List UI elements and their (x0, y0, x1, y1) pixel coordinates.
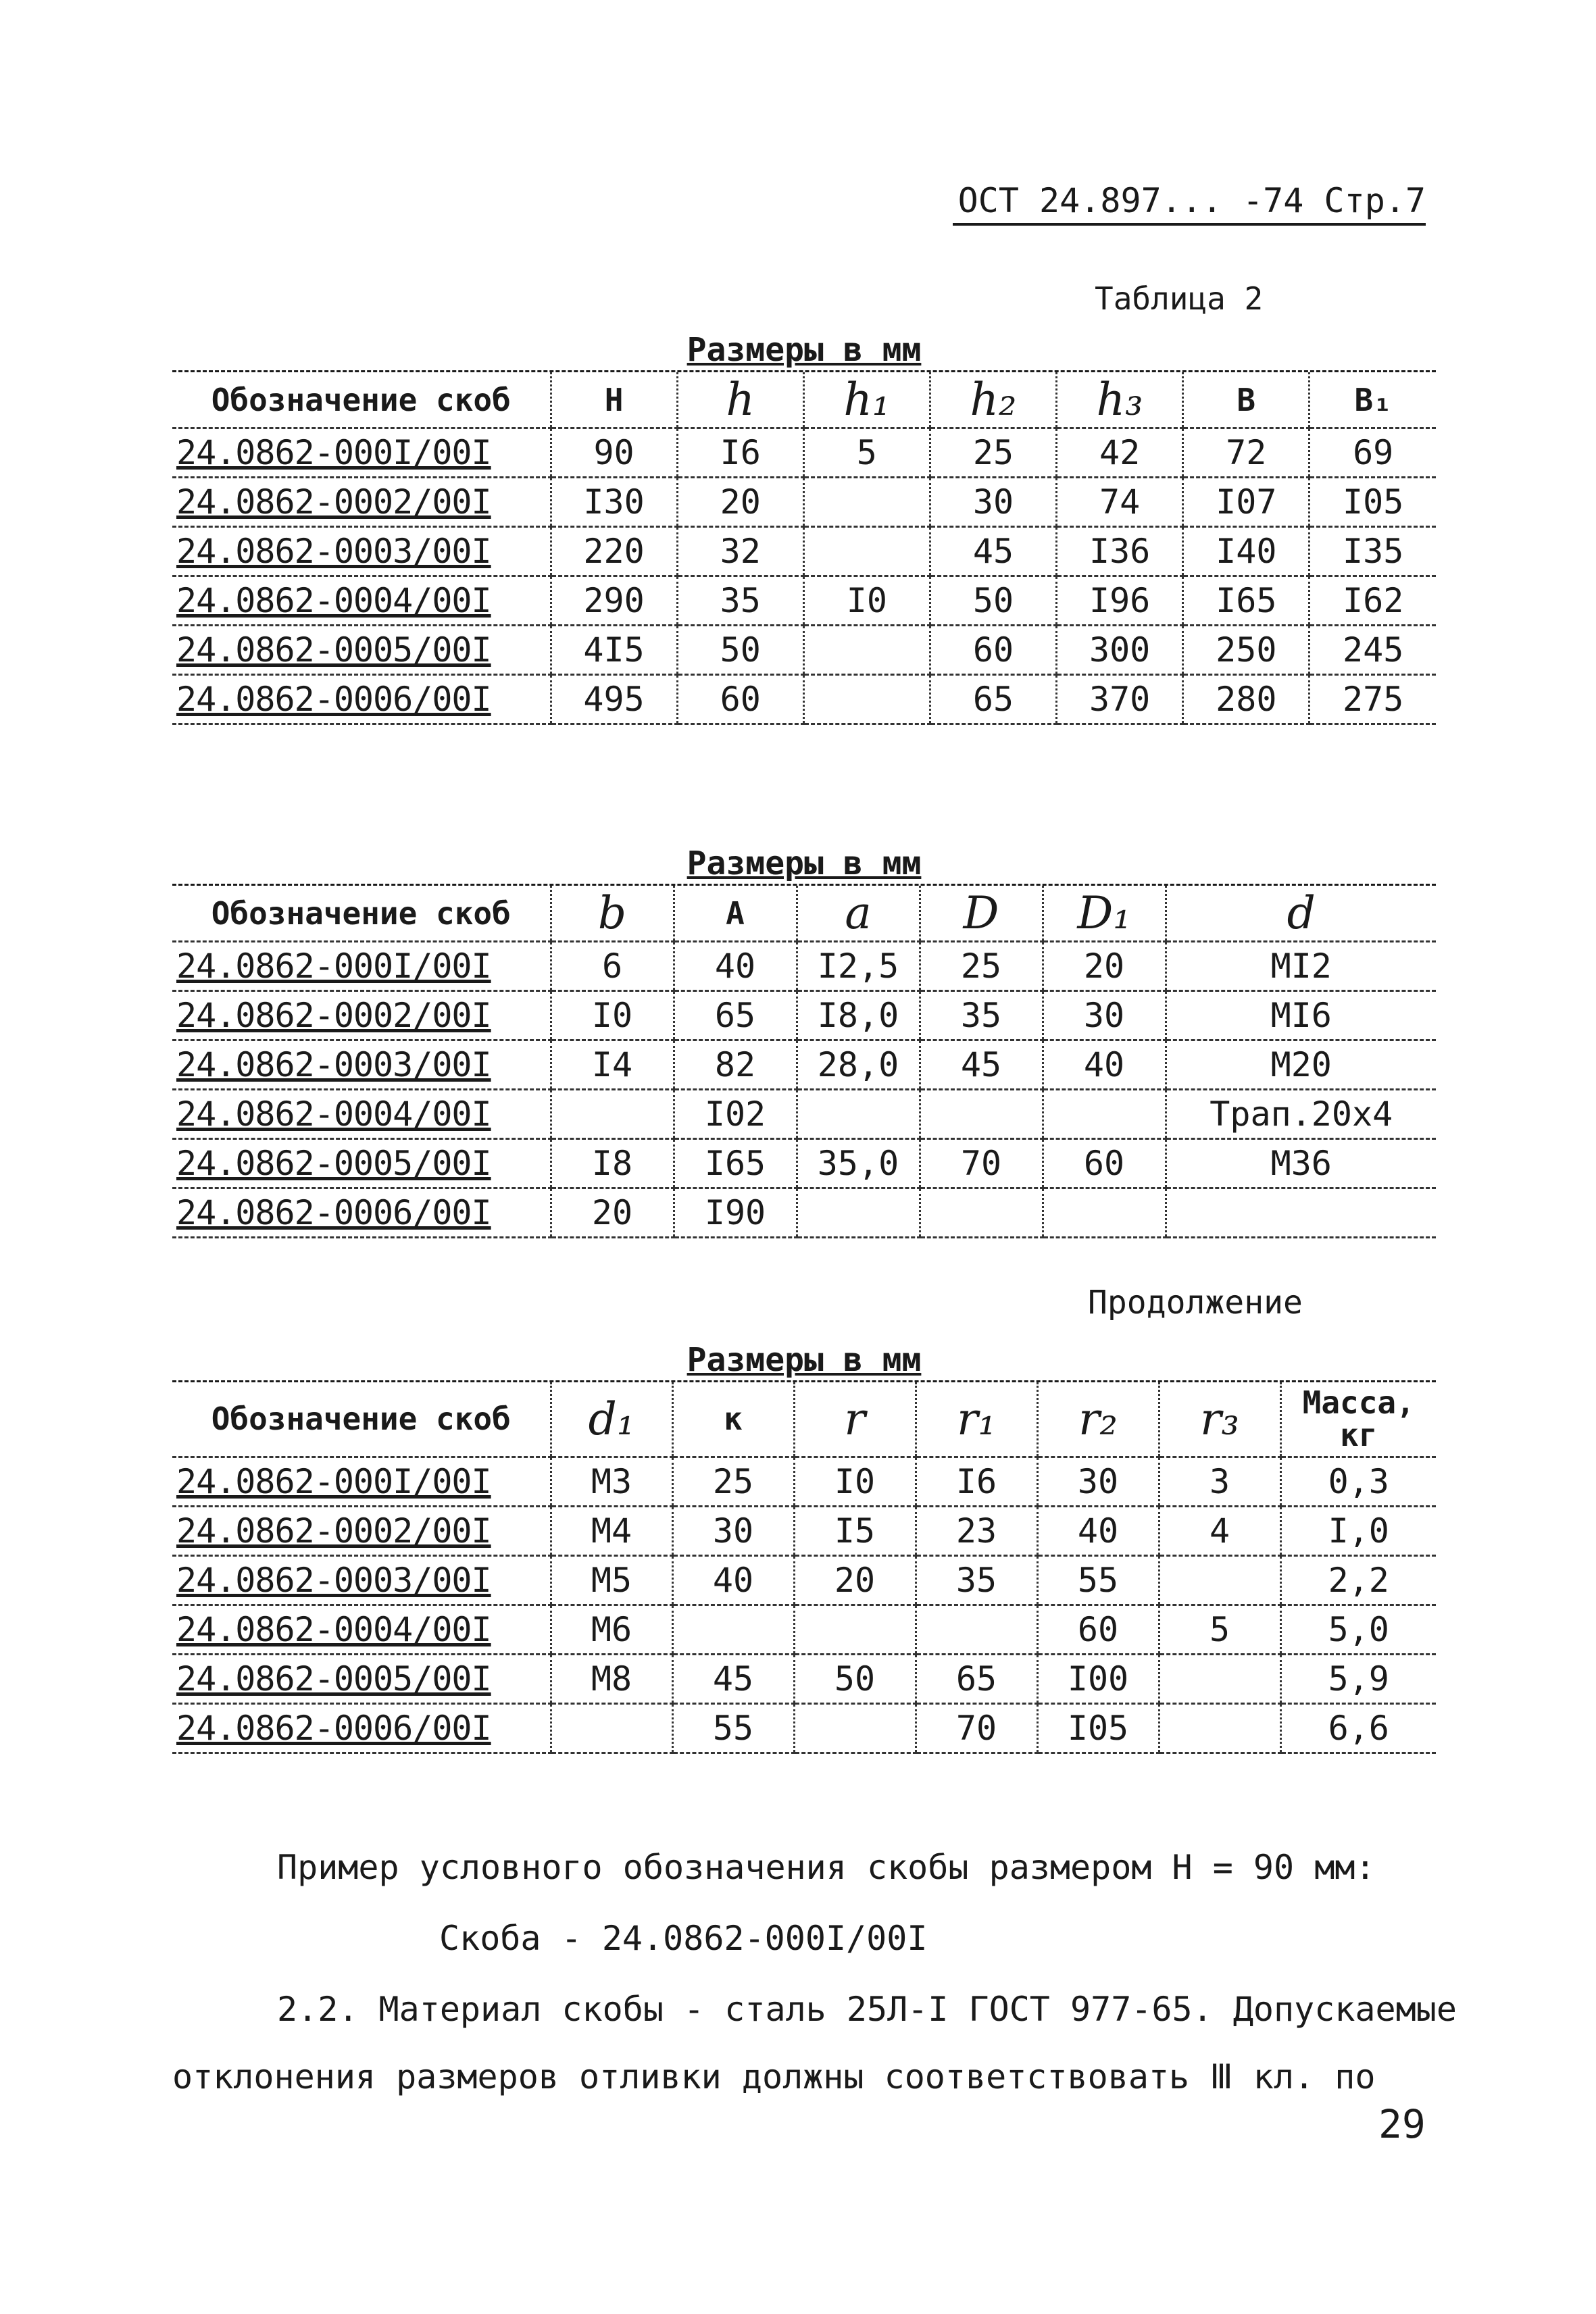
cell: 24.0862-0005/00I (172, 1654, 551, 1703)
cell: 70 (920, 1139, 1043, 1188)
cell: 280 (1183, 675, 1310, 724)
units-caption: Размеры в мм (172, 1341, 1436, 1382)
page-number: 29 (1378, 2101, 1426, 2147)
cell: 20 (677, 478, 803, 527)
cell: I8,0 (797, 991, 920, 1040)
cell: I,0 (1280, 1506, 1436, 1555)
cell (797, 1090, 920, 1139)
cell: I6 (677, 428, 803, 478)
paragraph-line-1: 2.2. Материал скобы - сталь 25Л-I ГОСТ 977-65. Допускаемые (277, 1990, 1457, 2029)
cell (1159, 1555, 1280, 1605)
cell: 20 (551, 1188, 674, 1238)
cell: M5 (551, 1555, 672, 1605)
table-row (172, 527, 1436, 576)
table-row (172, 1605, 1436, 1654)
col-header-a: a (797, 886, 920, 942)
example-code: Скоба - 24.0862-000I/00I (439, 1919, 928, 1958)
cell: 24.0862-0006/00I (172, 1703, 551, 1753)
cell: 72 (1183, 428, 1310, 478)
cell: 24.0862-0003/00I (172, 1555, 551, 1605)
cell: M36 (1166, 1139, 1436, 1188)
cell: 65 (930, 675, 1056, 724)
cell (1043, 1188, 1166, 1238)
cell (803, 626, 930, 675)
cell: I0 (794, 1457, 916, 1506)
cell: I90 (674, 1188, 797, 1238)
cell: 23 (916, 1506, 1037, 1555)
cell: 25 (672, 1457, 794, 1506)
units-caption: Размеры в мм (172, 331, 1436, 372)
col-header-D: D (920, 886, 1043, 942)
cell (920, 1188, 1043, 1238)
cell (916, 1605, 1037, 1654)
col-header-d1: d₁ (551, 1382, 672, 1457)
table-row (172, 428, 1436, 478)
dimensions-table-3 (172, 1382, 1436, 1754)
cell: 74 (1057, 478, 1183, 527)
cell (551, 1090, 674, 1139)
cell: I40 (1183, 527, 1310, 576)
col-header-mass: Масса, кг (1280, 1382, 1436, 1457)
cell: I0 (803, 576, 930, 626)
cell: M3 (551, 1457, 672, 1506)
col-header-A: A (674, 886, 797, 942)
cell: 6 (551, 942, 674, 991)
col-header-designation: Обозначение скоб (172, 372, 551, 428)
cell: 40 (672, 1555, 794, 1605)
cell: I02 (674, 1090, 797, 1139)
cell: 4I5 (551, 626, 677, 675)
cell: 24.0862-000I/00I (172, 942, 551, 991)
col-header-k: к (672, 1382, 794, 1457)
col-header-D1: D₁ (1043, 886, 1166, 942)
table-row (172, 1654, 1436, 1703)
cell: I65 (1183, 576, 1310, 626)
col-header-r1: r₁ (916, 1382, 1037, 1457)
cell: 24.0862-0002/00I (172, 1506, 551, 1555)
cell: 24.0862-0006/00I (172, 675, 551, 724)
cell (672, 1605, 794, 1654)
table-row (172, 1090, 1436, 1139)
col-header-h: h (677, 372, 803, 428)
col-header-B1: B₁ (1310, 372, 1436, 428)
cell: 35,0 (797, 1139, 920, 1188)
paragraph-line-2: отклонения размеров отливки должны соответствовать Ⅲ кл. по (172, 2057, 1376, 2096)
table-row (172, 942, 1436, 991)
cell: 60 (677, 675, 803, 724)
cell: I36 (1057, 527, 1183, 576)
cell: 24.0862-0004/00I (172, 1090, 551, 1139)
cell: M20 (1166, 1040, 1436, 1090)
cell: 24.0862-0003/00I (172, 527, 551, 576)
cell (1043, 1090, 1166, 1139)
cell: 275 (1310, 675, 1436, 724)
example-line: Пример условного обозначения скобы размером H = 90 мм: (277, 1848, 1376, 1887)
table-row (172, 1139, 1436, 1188)
table-row (172, 1555, 1436, 1605)
cell: 30 (1037, 1457, 1159, 1506)
table-block-1 (172, 331, 1436, 725)
cell (920, 1090, 1043, 1139)
col-header-designation: Обозначение скоб (172, 886, 551, 942)
cell: 40 (1037, 1506, 1159, 1555)
cell: I30 (551, 478, 677, 527)
cell: 24.0862-0004/00I (172, 576, 551, 626)
cell: 5,0 (1280, 1605, 1436, 1654)
cell: Трап.20x4 (1166, 1090, 1436, 1139)
cell: 35 (677, 576, 803, 626)
cell: I65 (674, 1139, 797, 1188)
units-caption: Размеры в мм (172, 845, 1436, 886)
cell: I35 (1310, 527, 1436, 576)
cell: 40 (1043, 1040, 1166, 1090)
cell: 250 (1183, 626, 1310, 675)
cell (1166, 1188, 1436, 1238)
cell: 90 (551, 428, 677, 478)
cell: 35 (920, 991, 1043, 1040)
cell: 70 (916, 1703, 1037, 1753)
col-header-h1: h₁ (803, 372, 930, 428)
cell: 5,9 (1280, 1654, 1436, 1703)
cell: 50 (930, 576, 1056, 626)
cell: 60 (1037, 1605, 1159, 1654)
col-header-b: b (551, 886, 674, 942)
cell: M8 (551, 1654, 672, 1703)
cell: 220 (551, 527, 677, 576)
table-row (172, 1506, 1436, 1555)
cell: 2,2 (1280, 1555, 1436, 1605)
cell: 45 (672, 1654, 794, 1703)
cell: 69 (1310, 428, 1436, 478)
cell: 65 (916, 1654, 1037, 1703)
cell: 20 (794, 1555, 916, 1605)
col-header-H: H (551, 372, 677, 428)
cell: I0 (551, 991, 674, 1040)
cell: I96 (1057, 576, 1183, 626)
col-header-h2: h₂ (930, 372, 1056, 428)
cell: 65 (674, 991, 797, 1040)
cell: 25 (930, 428, 1056, 478)
table-row (172, 626, 1436, 675)
cell: M6 (551, 1605, 672, 1654)
cell (803, 675, 930, 724)
cell: 45 (920, 1040, 1043, 1090)
continuation-label: Продолжение (1088, 1284, 1303, 1322)
table-row (172, 1703, 1436, 1753)
cell: 82 (674, 1040, 797, 1090)
cell: 3 (1159, 1457, 1280, 1506)
col-header-r: r (794, 1382, 916, 1457)
table-row (172, 1188, 1436, 1238)
cell: 30 (1043, 991, 1166, 1040)
cell: 42 (1057, 428, 1183, 478)
cell: 55 (1037, 1555, 1159, 1605)
cell: 24.0862-0004/00I (172, 1605, 551, 1654)
cell: 24.0862-0002/00I (172, 991, 551, 1040)
col-header-h3: h₃ (1057, 372, 1183, 428)
cell: 28,0 (797, 1040, 920, 1090)
cell: 495 (551, 675, 677, 724)
table-label: Таблица 2 (1095, 280, 1264, 317)
cell: 24.0862-000I/00I (172, 428, 551, 478)
table-row (172, 478, 1436, 527)
col-header-r3: r₃ (1159, 1382, 1280, 1457)
table-row (172, 1040, 1436, 1090)
cell: 20 (1043, 942, 1166, 991)
col-header-d: d (1166, 886, 1436, 942)
cell: 290 (551, 576, 677, 626)
cell (803, 478, 930, 527)
cell: 24.0862-000I/00I (172, 1457, 551, 1506)
cell: 35 (916, 1555, 1037, 1605)
cell: 24.0862-0003/00I (172, 1040, 551, 1090)
cell: 30 (672, 1506, 794, 1555)
cell: 60 (930, 626, 1056, 675)
cell: I2,5 (797, 942, 920, 991)
document-reference: ОСТ 24.897... -74 Стр.7 (953, 181, 1426, 226)
cell (797, 1188, 920, 1238)
cell: I07 (1183, 478, 1310, 527)
cell: I8 (551, 1139, 674, 1188)
cell: 32 (677, 527, 803, 576)
table-header-row (172, 1382, 1436, 1457)
cell: 50 (677, 626, 803, 675)
cell: I62 (1310, 576, 1436, 626)
table-header-row (172, 886, 1436, 942)
cell: MI6 (1166, 991, 1436, 1040)
cell (551, 1703, 672, 1753)
cell: I05 (1310, 478, 1436, 527)
cell: 5 (803, 428, 930, 478)
cell: I00 (1037, 1654, 1159, 1703)
dimensions-table-2 (172, 886, 1436, 1238)
cell: 60 (1043, 1139, 1166, 1188)
col-header-r2: r₂ (1037, 1382, 1159, 1457)
col-header-designation: Обозначение скоб (172, 1382, 551, 1457)
cell: I4 (551, 1040, 674, 1090)
cell: 45 (930, 527, 1056, 576)
table-row (172, 991, 1436, 1040)
table-header-row (172, 372, 1436, 428)
cell: 24.0862-0002/00I (172, 478, 551, 527)
table-row (172, 1457, 1436, 1506)
dimensions-table-1 (172, 372, 1436, 725)
cell: M4 (551, 1506, 672, 1555)
cell: 370 (1057, 675, 1183, 724)
cell: I6 (916, 1457, 1037, 1506)
cell (1159, 1654, 1280, 1703)
table-row (172, 576, 1436, 626)
cell (794, 1605, 916, 1654)
cell: 4 (1159, 1506, 1280, 1555)
cell (794, 1703, 916, 1753)
cell: 55 (672, 1703, 794, 1753)
cell: 0,3 (1280, 1457, 1436, 1506)
cell: 24.0862-0005/00I (172, 1139, 551, 1188)
cell: 30 (930, 478, 1056, 527)
table-block-2 (172, 845, 1436, 1238)
cell: 5 (1159, 1605, 1280, 1654)
table-block-3 (172, 1341, 1436, 1754)
col-header-B: B (1183, 372, 1310, 428)
cell: 24.0862-0005/00I (172, 626, 551, 675)
table-row (172, 675, 1436, 724)
cell (803, 527, 930, 576)
cell (1159, 1703, 1280, 1753)
cell: 25 (920, 942, 1043, 991)
cell: I05 (1037, 1703, 1159, 1753)
cell: MI2 (1166, 942, 1436, 991)
cell: 24.0862-0006/00I (172, 1188, 551, 1238)
cell: 50 (794, 1654, 916, 1703)
cell: 245 (1310, 626, 1436, 675)
cell: 300 (1057, 626, 1183, 675)
cell: 40 (674, 942, 797, 991)
cell: 6,6 (1280, 1703, 1436, 1753)
cell: I5 (794, 1506, 916, 1555)
